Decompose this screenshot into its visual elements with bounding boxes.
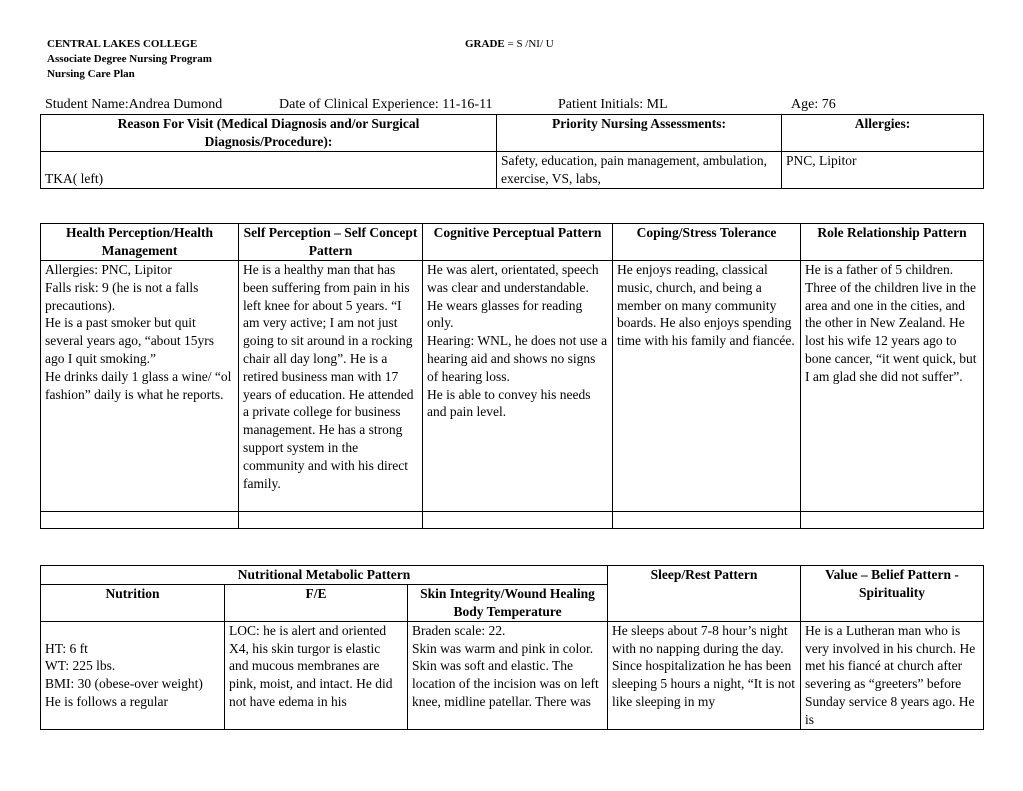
- fe-subheader: F/E: [225, 584, 408, 621]
- grade-label: GRADE: [465, 38, 505, 50]
- assessments-header: Priority Nursing Assessments:: [497, 115, 782, 152]
- skin-integrity-cell: Braden scale: 22. Skin was warm and pink in color. Skin was soft and elastic. The location of the incision was on left knee, midline patellar. There was: [408, 621, 608, 729]
- grade-value: = S /NI/ U: [507, 38, 554, 50]
- sleep-rest-cell: He sleeps about 7-8 hour’s night with no napping during the day. Since hospitalization he has been sleeping 5 hours a night, “It is not like sleeping in my: [608, 621, 801, 729]
- empty-cell: [613, 512, 801, 529]
- fe-cell: LOC: he is alert and oriented X4, his skin turgor is elastic and mucous membranes are pink, moist, and intact. He did not have edema in his: [225, 621, 408, 729]
- allergies-header: Allergies:: [782, 115, 984, 152]
- visit-table: [40, 114, 984, 189]
- patient-age: Age: 76: [791, 97, 836, 112]
- document-title: Nursing Care Plan: [47, 68, 135, 80]
- health-perception-cell: Allergies: PNC, Lipitor Falls risk: 9 (he is not a falls precautions). He is a past smoker but quit several years ago, “about 15yrs ago I quit smoking.” He drinks daily 1 glass a wine/ “ol fashion” daily is what he reports.: [41, 261, 239, 512]
- empty-cell: [801, 512, 984, 529]
- cognitive-header: Cognitive Perceptual Pattern: [423, 224, 613, 261]
- empty-cell: [239, 512, 423, 529]
- self-perception-header: Self Perception – Self Concept Pattern: [239, 224, 423, 261]
- nutritional-metabolic-header: Nutritional Metabolic Pattern: [41, 566, 608, 585]
- role-relationship-header: Role Relationship Pattern: [801, 224, 984, 261]
- empty-cell: [423, 512, 613, 529]
- health-perception-header: Health Perception/Health Management: [41, 224, 239, 261]
- allergies-value: PNC, Lipitor: [782, 152, 984, 189]
- nutrition-cell: HT: 6 ft WT: 225 lbs. BMI: 30 (obese-over weight) He is follows a regular: [41, 621, 225, 729]
- reason-value: TKA( left): [41, 152, 497, 189]
- student-name: Student Name:Andrea Dumond: [45, 97, 223, 112]
- clinical-date: Date of Clinical Experience: 11-16-11: [279, 97, 493, 112]
- pattern-table: [40, 223, 984, 529]
- cognitive-cell: He was alert, orientated, speech was clear and understandable. He wears glasses for reading only. Hearing: WNL, he does not use a hearing aid and shows no signs of hearing loss. He is able to convey his needs and pain level.: [423, 261, 613, 512]
- reason-header: Reason For Visit (Medical Diagnosis and/or Surgical Diagnosis/Procedure):: [41, 115, 497, 152]
- patient-initials: Patient Initials: ML: [558, 97, 668, 112]
- skin-integrity-subheader: Skin Integrity/Wound Healing Body Temperature: [408, 584, 608, 621]
- coping-cell: He enjoys reading, classical music, church, and being a member on many community boards. He also enjoys spending time with his family and fiancée.: [613, 261, 801, 512]
- assessments-value: Safety, education, pain management, ambulation, exercise, VS, labs,: [497, 152, 782, 189]
- college-name: CENTRAL LAKES COLLEGE: [47, 38, 198, 50]
- program-name: Associate Degree Nursing Program: [47, 53, 212, 65]
- value-belief-cell: He is a Lutheran man who is very involved in his church. He met his fiancé at church after severing as “greeters” before Sunday service 8 years ago. He is: [801, 621, 984, 729]
- grade-field: [465, 37, 554, 52]
- sleep-rest-header: Sleep/Rest Pattern: [608, 566, 801, 622]
- empty-cell: [41, 512, 239, 529]
- value-belief-header: Value – Belief Pattern - Spirituality: [801, 566, 984, 622]
- nutrition-table: [40, 565, 984, 730]
- role-relationship-cell: He is a father of 5 children. Three of the children live in the area and one in the cities, and the other in New Zealand. He lost his wife 12 years ago to bone cancer, “it went quick, but I am glad she did not suffer”.: [801, 261, 984, 512]
- coping-header: Coping/Stress Tolerance: [613, 224, 801, 261]
- self-perception-cell: He is a healthy man that has been suffering from pain in his left knee for about 5 years. “I am very active; I am not just going to sit around in a rocking chair all day long”. He is a retired business man with 17 years of education. He attended a private college for business management. He has a strong support system in the community and with his direct family.: [239, 261, 423, 512]
- nutrition-subheader: Nutrition: [41, 584, 225, 621]
